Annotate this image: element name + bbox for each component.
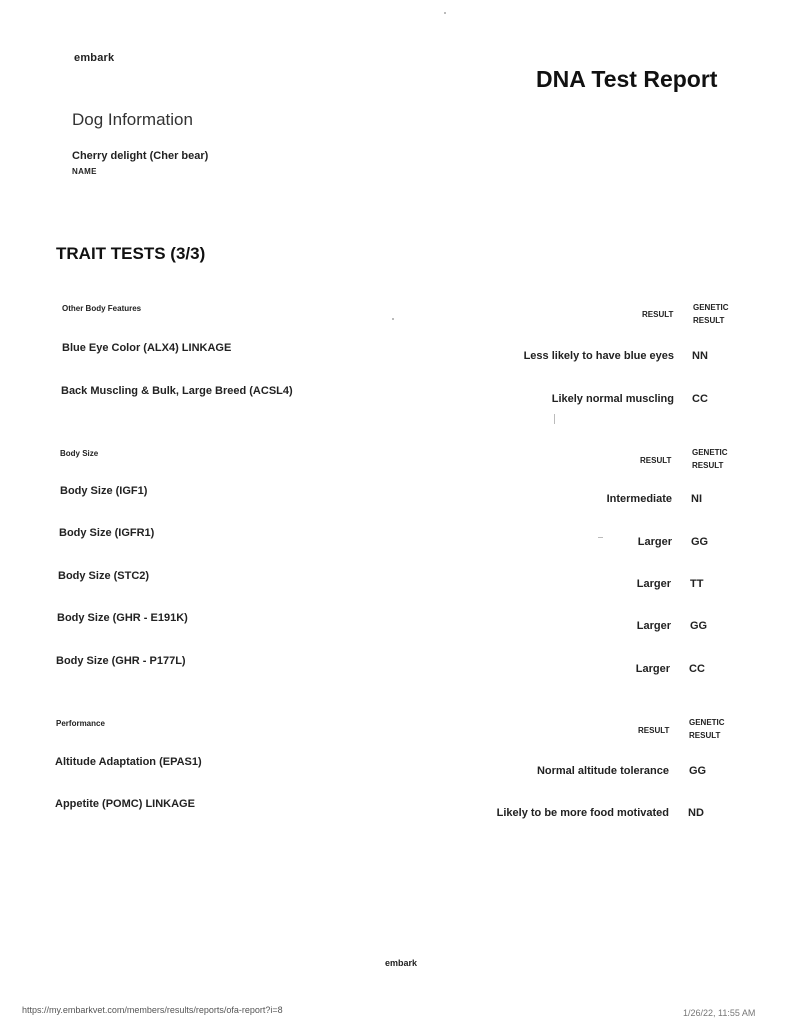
trait-result: Larger [636,578,671,590]
trait-name: Body Size (IGF1) [60,485,148,497]
trait-genotype: GG [690,620,708,632]
trait-result: Normal altitude tolerance [536,765,669,777]
genetic-header-line-2: RESULT [689,731,721,740]
trait-genotype: TT [690,578,704,590]
dog-information-heading: Dog Information [72,110,193,129]
result-column-header: RESULT [640,456,672,465]
embark-logo: embark [74,52,115,64]
trait-genotype: NI [691,493,702,505]
trait-result: Less likely to have blue eyes [523,350,674,362]
genetic-header-line-1: GENETIC [693,303,729,312]
trait-name: Body Size (GHR - P177L) [56,655,186,667]
genetic-result-column-header [692,446,728,472]
trait-genotype: CC [692,393,708,405]
scan-speck [444,12,446,14]
trait-name: Blue Eye Color (ALX4) LINKAGE [62,342,232,354]
scan-speck [598,537,603,538]
category-label: Other Body Features [62,304,142,313]
scan-speck [392,318,394,320]
category-label: Body Size [60,449,99,458]
trait-genotype: GG [691,536,709,548]
footer-timestamp: 1/26/22, 11:55 AM [683,1008,756,1018]
trait-result: Likely normal muscling [551,393,674,405]
trait-result: Larger [636,620,671,632]
genetic-result-column-header [693,301,729,327]
trait-result: Larger [637,536,672,548]
trait-name: Body Size (STC2) [58,570,150,582]
trait-result: Larger [635,663,670,675]
genetic-header-line-2: RESULT [692,461,724,470]
trait-name: Altitude Adaptation (EPAS1) [55,756,202,768]
trait-name: Body Size (IGFR1) [59,527,155,539]
scan-speck [554,414,555,424]
trait-result: Intermediate [606,493,672,505]
trait-genotype: GG [689,765,707,777]
trait-genotype: CC [689,663,705,675]
trait-genotype: NN [692,350,708,362]
dog-name-label: NAME [72,167,97,176]
category-label: Performance [56,719,105,728]
result-column-header: RESULT [638,726,670,735]
footer-embark-logo: embark [385,958,418,968]
genetic-result-column-header [689,716,725,742]
trait-name: Back Muscling & Bulk, Large Breed (ACSL4) [61,385,293,397]
dog-name-value: Cherry delight (Cher bear) [72,150,209,162]
footer-url: https://my.embarkvet.com/members/results/reports/ofa-report?i=8 [22,1005,283,1015]
result-column-header: RESULT [642,310,674,319]
genetic-header-line-2: RESULT [693,316,725,325]
trait-genotype: ND [688,807,704,819]
genetic-header-line-1: GENETIC [689,718,725,727]
report-title: DNA Test Report [536,66,718,92]
trait-result: Likely to be more food motivated [496,807,669,819]
trait-name: Body Size (GHR - E191K) [57,612,188,624]
trait-tests-heading: TRAIT TESTS (3/3) [56,244,206,263]
trait-name: Appetite (POMC) LINKAGE [55,798,195,810]
genetic-header-line-1: GENETIC [692,448,728,457]
